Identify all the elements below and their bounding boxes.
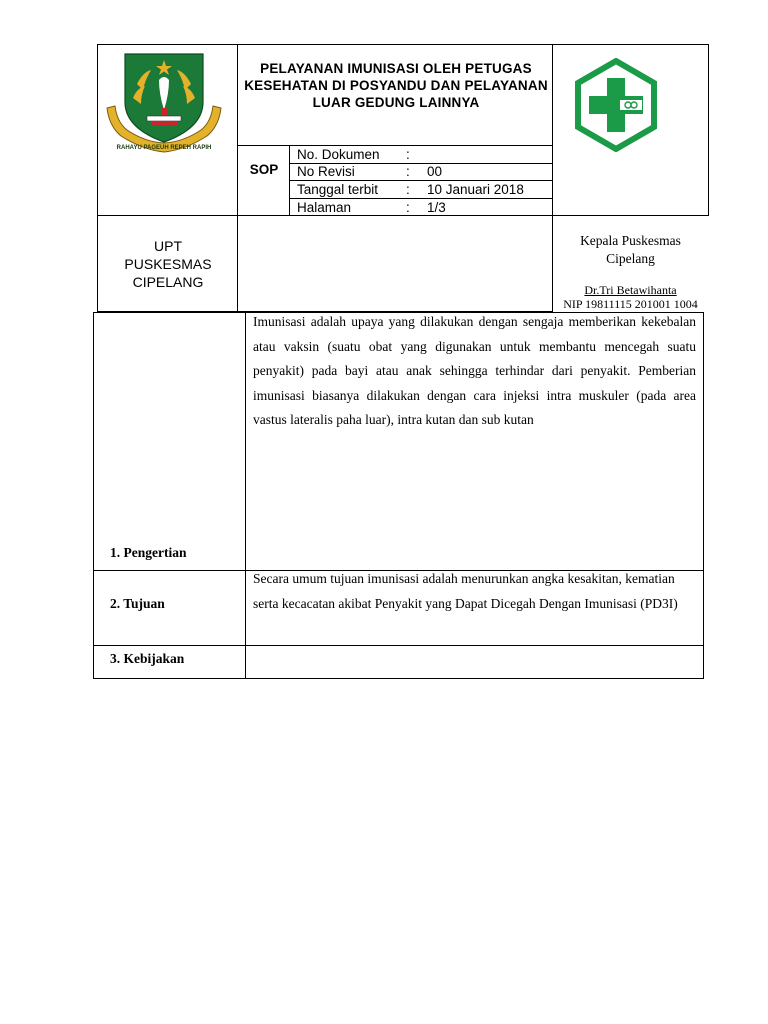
- regional-emblem-logo: [103, 50, 225, 158]
- meta-label-dokumen: No. Dokumen: [297, 147, 380, 162]
- signatory-title: Kepala Puskesmas: [580, 233, 681, 248]
- puskesmas-logo: [574, 58, 658, 152]
- document-title: PELAYANAN IMUNISASI OLEH PETUGAS KESEHATAN DI POSYANDU DAN PELAYANAN LUAR GEDUNG LAINNYA: [244, 61, 548, 110]
- signatory-nip: NIP 19811115 201001 1004: [563, 297, 698, 311]
- meta-label-halaman: Halaman: [297, 200, 352, 215]
- unit-name: [98, 237, 238, 291]
- unit-line: PUSKESMAS: [124, 256, 212, 272]
- section-label-tujuan: 2. Tujuan: [110, 596, 165, 611]
- signatory: [553, 232, 708, 268]
- meta-sep: :: [406, 147, 410, 162]
- sop-label: SOP: [249, 162, 279, 177]
- unit-line: CIPELANG: [132, 274, 204, 290]
- meta-value-tanggal: 10 Januari 2018: [427, 182, 524, 197]
- section-text-tujuan: Secara umum tujuan imunisasi adalah menurunkan angka kesakitan, kematian serta kecacatan akibat Penyakit yang Dapat Dicegah Dengan Imunisasi (PD3I): [253, 571, 678, 611]
- signatory-name: Dr.Tri Betawihanta: [584, 283, 677, 297]
- meta-label-tanggal: Tanggal terbit: [297, 182, 379, 197]
- meta-value-halaman: 1/3: [427, 200, 446, 215]
- meta-label-revisi: No Revisi: [297, 164, 355, 179]
- signatory-location: Cipelang: [606, 251, 655, 266]
- meta-value-revisi: 00: [427, 164, 443, 179]
- meta-sep: :: [406, 182, 410, 197]
- section-label-kebijakan: 3. Kebijakan: [110, 651, 185, 666]
- meta-sep: :: [406, 200, 410, 215]
- meta-sep: :: [406, 164, 410, 179]
- unit-line: UPT: [154, 238, 182, 254]
- section-label-pengertian: 1. Pengertian: [110, 545, 187, 560]
- emblem-motto: RAHAYU PAGEUH REPEH RAPIH: [116, 145, 212, 151]
- section-text-pengertian: Imunisasi adalah upaya yang dilakukan dengan sengaja memberikan kekebalan atau vaksin (suatu obat yang digunakan untuk membantu mencegah suatu penyakit) pada bayi atau anak sehingga terhindar dari penyakit. Pemberian imunisasi biasanya dilakukan dengan cara injeksi intra muskuler (pada area vastus lateralis paha luar), intra kutan dan sub kutan: [253, 314, 696, 427]
